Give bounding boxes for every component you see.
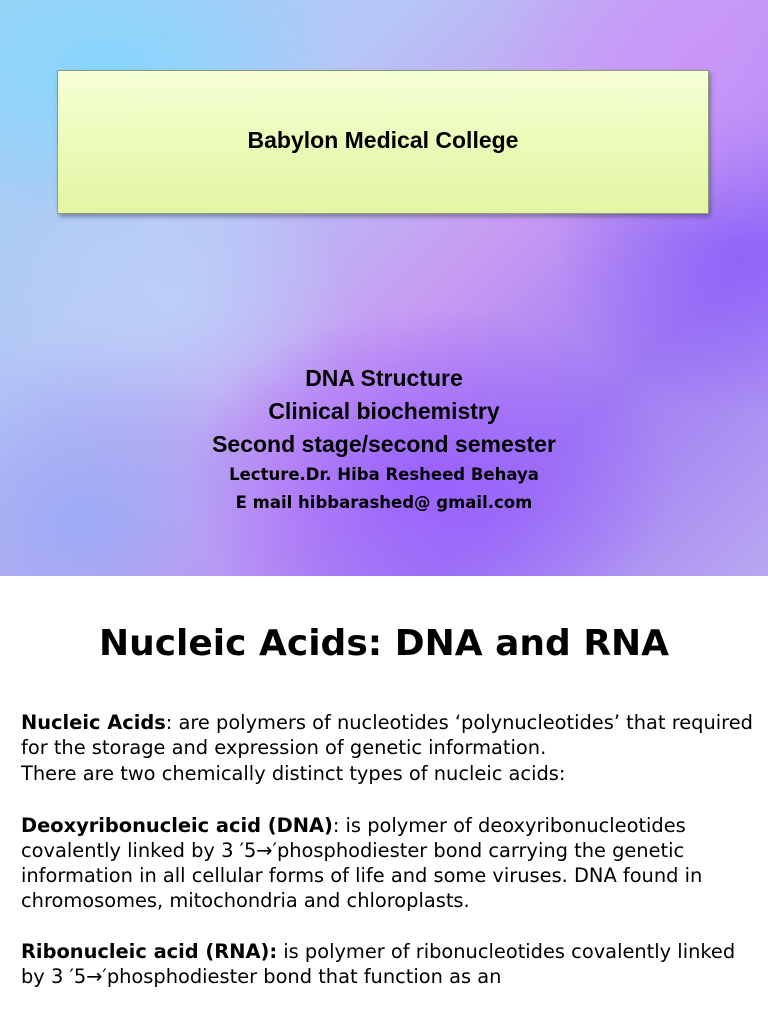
dna-text: : is polymer of deoxyribonucleotides covalently linked by 3 ′5→′phosphodiester bond carrying the genetic information in all cellular forms of life and some viruses. DNA found in chromosomes, mitochondria and chloroplasts.: [21, 814, 703, 912]
term-nucleic-acids: Nucleic Acids: [21, 711, 166, 734]
slide-title: Nucleic Acids: DNA and RNA: [98, 623, 670, 664]
slide-body: [21, 710, 756, 989]
nucleic-acids-definition: [21, 710, 756, 760]
dna-definition: [21, 813, 756, 913]
rna-definition: [21, 939, 756, 989]
types-sentence: There are two chemically distinct types of nucleic acids:: [21, 762, 566, 785]
rna-text: is polymer of ribonucleotides covalently linked by 3 ′5→′phosphodiester bond that function as an: [21, 940, 736, 988]
course-name: Clinical biochemistry: [268, 398, 500, 424]
stage-semester: Second stage/second semester: [212, 431, 556, 457]
lecturer-name: Lecture.Dr. Hiba Resheed Behaya: [229, 465, 539, 484]
lecture-info: [0, 362, 768, 517]
content-slide: [0, 576, 768, 1024]
lecture-topic: DNA Structure: [305, 365, 463, 391]
lecturer-email: E mail hibbarashed@ gmail.com: [235, 493, 533, 512]
college-title-box: [57, 70, 709, 214]
term-rna: Ribonucleic acid (RNA):: [21, 940, 278, 963]
definition-text: : are polymers of nucleotides ‘polynucleotides’ that required for the storage and expression of genetic information.: [21, 711, 753, 759]
college-name: Babylon Medical College: [247, 127, 519, 153]
term-dna: Deoxyribonucleic acid (DNA): [21, 814, 333, 837]
